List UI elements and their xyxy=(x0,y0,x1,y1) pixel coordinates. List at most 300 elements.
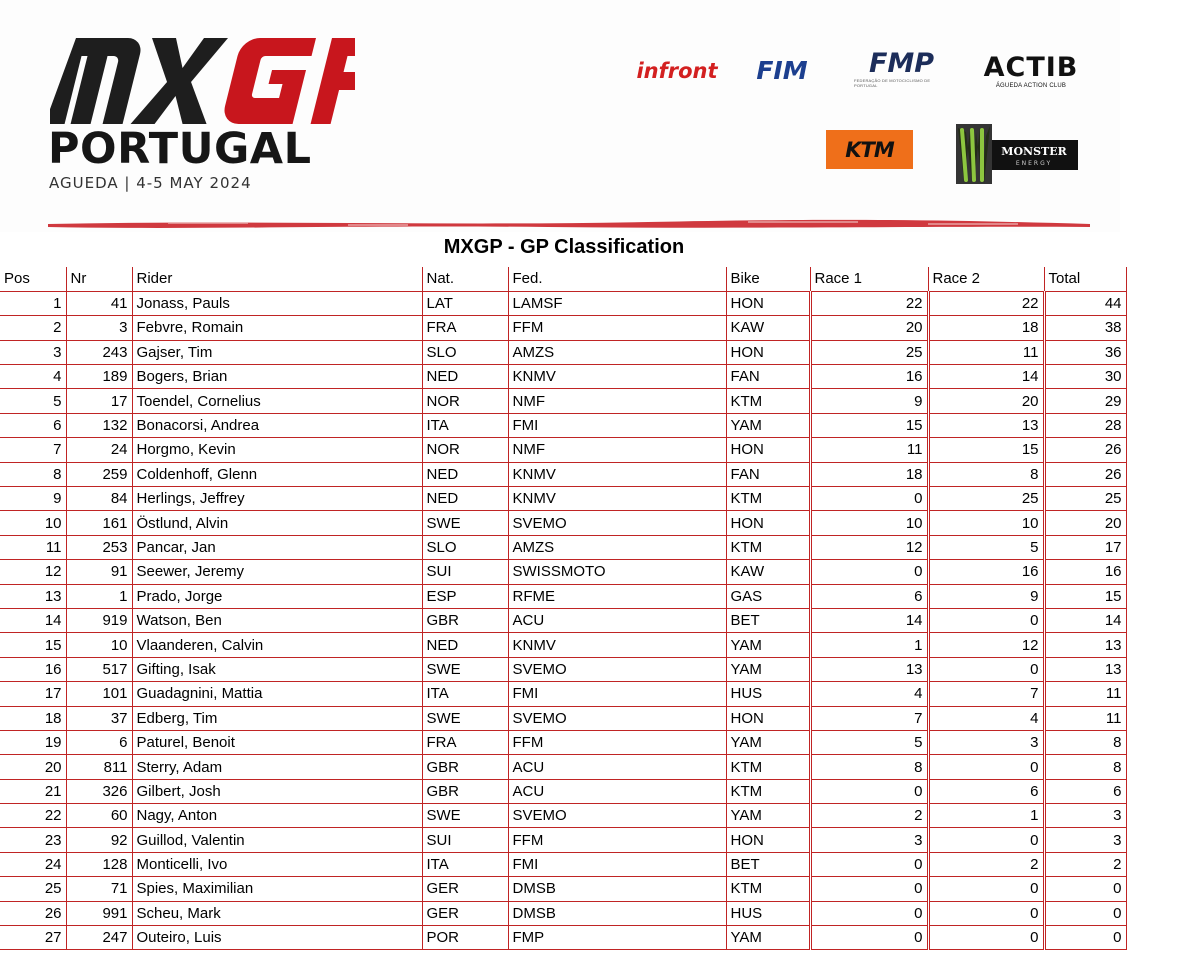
cell-pos: 17 xyxy=(44,685,62,703)
cell-bike: KTM xyxy=(726,535,810,559)
cell-race1-points: 15 xyxy=(810,413,928,437)
cell-bike: FAN xyxy=(726,365,810,389)
cell-nat: NED xyxy=(422,365,508,389)
table-row xyxy=(0,487,1126,511)
cell-fed: KNMV xyxy=(508,487,726,511)
cell-pos: 19 xyxy=(44,734,62,752)
table-row xyxy=(0,779,1126,803)
actib-wordmark: ACTIB xyxy=(983,52,1079,83)
cell-pos: 6 xyxy=(53,417,62,435)
table-header-row xyxy=(0,267,1126,291)
cell-total-points: 25 xyxy=(1044,487,1126,511)
cell-bike: YAM xyxy=(726,657,810,681)
mxgp-logo xyxy=(50,30,355,135)
cell-race1-points: 7 xyxy=(810,706,928,730)
cell-fed: KNMV xyxy=(508,462,726,486)
cell-bike: KTM xyxy=(726,487,810,511)
cell-nat: ITA xyxy=(422,852,508,876)
cell-nr: 24 xyxy=(66,438,132,462)
cell-rider: Guadagnini, Mattia xyxy=(132,682,422,706)
cell-race2-points: 25 xyxy=(928,487,1044,511)
cell-nr: 259 xyxy=(66,462,132,486)
cell-race1-points: 20 xyxy=(810,316,928,340)
column-header-bike: Bike xyxy=(726,267,810,291)
cell-race1-points: 2 xyxy=(810,804,928,828)
cell-race2-points: 7 xyxy=(928,682,1044,706)
cell-bike: YAM xyxy=(726,413,810,437)
cell-nr: 128 xyxy=(66,852,132,876)
cell-race2-points: 8 xyxy=(928,462,1044,486)
cell-nr: 101 xyxy=(66,682,132,706)
cell-fed: AMZS xyxy=(508,535,726,559)
cell-pos: 8 xyxy=(53,465,62,483)
column-header-fed: Fed. xyxy=(508,267,726,291)
cell-nat: GER xyxy=(422,877,508,901)
cell-pos: 22 xyxy=(44,807,62,825)
table-row xyxy=(0,755,1126,779)
cell-rider: Watson, Ben xyxy=(132,608,422,632)
cell-pos: 25 xyxy=(44,880,62,898)
cell-nat: NED xyxy=(422,487,508,511)
table-row xyxy=(0,608,1126,632)
cell-race1-points: 3 xyxy=(810,828,928,852)
cell-nat: SUI xyxy=(422,560,508,584)
cell-rider: Seewer, Jeremy xyxy=(132,560,422,584)
cell-rider: Scheu, Mark xyxy=(132,901,422,925)
cell-fed: SWISSMOTO xyxy=(508,560,726,584)
cell-total-points: 38 xyxy=(1044,316,1126,340)
cell-total-points: 11 xyxy=(1044,682,1126,706)
cell-pos: 16 xyxy=(44,660,62,678)
cell-race2-points: 9 xyxy=(928,584,1044,608)
cell-nat: ITA xyxy=(422,413,508,437)
cell-rider: Jonass, Pauls xyxy=(132,291,422,315)
cell-total-points: 2 xyxy=(1044,852,1126,876)
cell-rider: Vlaanderen, Calvin xyxy=(132,633,422,657)
cell-race2-points: 18 xyxy=(928,316,1044,340)
cell-nat: SWE xyxy=(422,657,508,681)
cell-fed: DMSB xyxy=(508,877,726,901)
cell-fed: NMF xyxy=(508,389,726,413)
cell-bike: HON xyxy=(726,340,810,364)
cell-race1-points: 5 xyxy=(810,730,928,754)
cell-fed: FMI xyxy=(508,852,726,876)
event-title: PORTUGAL xyxy=(48,124,312,174)
cell-nat: GBR xyxy=(422,755,508,779)
cell-bike: KAW xyxy=(726,560,810,584)
cell-nat: SUI xyxy=(422,828,508,852)
sponsor-fim-logo: FIM xyxy=(756,55,808,85)
cell-bike: BET xyxy=(726,608,810,632)
column-header-rider: Rider xyxy=(132,267,422,291)
table-row xyxy=(0,828,1126,852)
cell-nr: 10 xyxy=(66,633,132,657)
cell-nat: LAT xyxy=(422,291,508,315)
cell-race1-points: 0 xyxy=(810,560,928,584)
cell-total-points: 44 xyxy=(1044,291,1126,315)
cell-total-points: 20 xyxy=(1044,511,1126,535)
cell-race2-points: 3 xyxy=(928,730,1044,754)
cell-nr: 91 xyxy=(66,560,132,584)
cell-nr: 1 xyxy=(66,584,132,608)
cell-nr: 37 xyxy=(66,706,132,730)
classification-title: MXGP - GP Classification xyxy=(443,236,685,258)
cell-race1-points: 13 xyxy=(810,657,928,681)
cell-fed: RFME xyxy=(508,584,726,608)
cell-nat: SWE xyxy=(422,511,508,535)
cell-race2-points: 4 xyxy=(928,706,1044,730)
cell-pos: 21 xyxy=(44,782,62,800)
cell-race2-points: 11 xyxy=(928,340,1044,364)
cell-bike: HUS xyxy=(726,901,810,925)
cell-nat: FRA xyxy=(422,316,508,340)
cell-total-points: 13 xyxy=(1044,657,1126,681)
cell-race1-points: 0 xyxy=(810,926,928,950)
cell-total-points: 6 xyxy=(1044,779,1126,803)
cell-race2-points: 5 xyxy=(928,535,1044,559)
cell-total-points: 30 xyxy=(1044,365,1126,389)
cell-total-points: 28 xyxy=(1044,413,1126,437)
cell-bike: KTM xyxy=(726,755,810,779)
cell-fed: LAMSF xyxy=(508,291,726,315)
cell-total-points: 17 xyxy=(1044,535,1126,559)
cell-bike: YAM xyxy=(726,633,810,657)
cell-bike: GAS xyxy=(726,584,810,608)
cell-rider: Nagy, Anton xyxy=(132,804,422,828)
cell-race2-points: 16 xyxy=(928,560,1044,584)
table-row xyxy=(0,413,1126,437)
cell-total-points: 26 xyxy=(1044,462,1126,486)
cell-race1-points: 25 xyxy=(810,340,928,364)
cell-nr: 919 xyxy=(66,608,132,632)
cell-nr: 247 xyxy=(66,926,132,950)
cell-rider: Östlund, Alvin xyxy=(132,511,422,535)
cell-race2-points: 2 xyxy=(928,852,1044,876)
cell-pos: 11 xyxy=(45,538,62,556)
cell-race1-points: 4 xyxy=(810,682,928,706)
table-row xyxy=(0,560,1126,584)
cell-rider: Gilbert, Josh xyxy=(132,779,422,803)
cell-nr: 60 xyxy=(66,804,132,828)
cell-nat: SLO xyxy=(422,340,508,364)
cell-bike: HON xyxy=(726,511,810,535)
cell-nat: GBR xyxy=(422,779,508,803)
cell-rider: Sterry, Adam xyxy=(132,755,422,779)
cell-nat: GBR xyxy=(422,608,508,632)
cell-nr: 6 xyxy=(66,730,132,754)
cell-race1-points: 14 xyxy=(810,608,928,632)
cell-fed: KNMV xyxy=(508,365,726,389)
cell-nr: 517 xyxy=(66,657,132,681)
cell-pos: 18 xyxy=(44,709,62,727)
cell-nat: ITA xyxy=(422,682,508,706)
cell-pos: 1 xyxy=(53,295,62,313)
cell-bike: HUS xyxy=(726,682,810,706)
cell-fed: FMP xyxy=(508,926,726,950)
table-row xyxy=(0,291,1126,315)
cell-nr: 41 xyxy=(66,291,132,315)
cell-race1-points: 22 xyxy=(810,291,928,315)
cell-fed: AMZS xyxy=(508,340,726,364)
cell-nr: 243 xyxy=(66,340,132,364)
header-banner xyxy=(0,0,1120,232)
cell-pos: 20 xyxy=(44,758,62,776)
cell-fed: FFM xyxy=(508,730,726,754)
cell-race1-points: 0 xyxy=(810,779,928,803)
cell-fed: DMSB xyxy=(508,901,726,925)
cell-total-points: 3 xyxy=(1044,828,1126,852)
cell-race1-points: 6 xyxy=(810,584,928,608)
cell-total-points: 11 xyxy=(1044,706,1126,730)
cell-nat: SWE xyxy=(422,804,508,828)
cell-nr: 991 xyxy=(66,901,132,925)
cell-rider: Edberg, Tim xyxy=(132,706,422,730)
sponsor-fmp-logo xyxy=(854,48,949,90)
cell-nat: ESP xyxy=(422,584,508,608)
cell-nr: 71 xyxy=(66,877,132,901)
cell-race2-points: 1 xyxy=(928,804,1044,828)
cell-bike: BET xyxy=(726,852,810,876)
fmp-wordmark: FMP xyxy=(868,48,935,79)
cell-race1-points: 0 xyxy=(810,852,928,876)
classification-table xyxy=(0,267,1127,950)
cell-race1-points: 0 xyxy=(810,901,928,925)
cell-nr: 161 xyxy=(66,511,132,535)
event-subtitle: AGUEDA | 4-5 MAY 2024 xyxy=(49,174,252,192)
cell-rider: Coldenhoff, Glenn xyxy=(132,462,422,486)
table-row xyxy=(0,633,1126,657)
cell-nat: NOR xyxy=(422,389,508,413)
cell-pos: 9 xyxy=(53,490,62,508)
cell-pos: 15 xyxy=(44,636,62,654)
column-header-race2: Race 2 xyxy=(928,267,1044,291)
table-row xyxy=(0,804,1126,828)
cell-nr: 3 xyxy=(66,316,132,340)
cell-rider: Toendel, Cornelius xyxy=(132,389,422,413)
table-row xyxy=(0,730,1126,754)
cell-race1-points: 9 xyxy=(810,389,928,413)
cell-nr: 811 xyxy=(66,755,132,779)
table-row xyxy=(0,926,1126,950)
cell-nat: NED xyxy=(422,462,508,486)
sponsor-infront-logo: infront xyxy=(636,59,718,83)
cell-race2-points: 0 xyxy=(928,926,1044,950)
cell-nat: NED xyxy=(422,633,508,657)
cell-total-points: 15 xyxy=(1044,584,1126,608)
table-row xyxy=(0,706,1126,730)
cell-fed: ACU xyxy=(508,779,726,803)
table-row xyxy=(0,852,1126,876)
cell-pos: 12 xyxy=(44,563,62,581)
cell-rider: Horgmo, Kevin xyxy=(132,438,422,462)
fmp-subline: FEDERAÇÃO DE MOTOCICLISMO DE PORTUGAL xyxy=(854,78,931,88)
cell-bike: HON xyxy=(726,291,810,315)
cell-fed: FFM xyxy=(508,316,726,340)
table-row xyxy=(0,438,1126,462)
cell-race2-points: 0 xyxy=(928,828,1044,852)
cell-pos: 27 xyxy=(44,929,62,947)
table-row xyxy=(0,584,1126,608)
cell-fed: SVEMO xyxy=(508,657,726,681)
sponsor-ktm-logo: KTM xyxy=(826,130,913,169)
cell-race2-points: 0 xyxy=(928,901,1044,925)
sponsor-actib-logo xyxy=(982,48,1080,94)
cell-race2-points: 12 xyxy=(928,633,1044,657)
cell-race2-points: 20 xyxy=(928,389,1044,413)
cell-race1-points: 1 xyxy=(810,633,928,657)
cell-rider: Bonacorsi, Andrea xyxy=(132,413,422,437)
cell-pos: 5 xyxy=(53,392,62,410)
column-header-race1: Race 1 xyxy=(810,267,928,291)
cell-race2-points: 0 xyxy=(928,877,1044,901)
cell-race2-points: 13 xyxy=(928,413,1044,437)
actib-subline: ÁGUEDA ACTION CLUB xyxy=(995,83,1067,89)
cell-bike: KAW xyxy=(726,316,810,340)
cell-total-points: 29 xyxy=(1044,389,1126,413)
brush-stroke-divider xyxy=(48,214,1090,232)
cell-race2-points: 0 xyxy=(928,755,1044,779)
cell-total-points: 26 xyxy=(1044,438,1126,462)
cell-pos: 7 xyxy=(53,441,62,459)
cell-race1-points: 18 xyxy=(810,462,928,486)
cell-pos: 3 xyxy=(53,343,62,361)
cell-rider: Outeiro, Luis xyxy=(132,926,422,950)
cell-total-points: 0 xyxy=(1044,926,1126,950)
cell-race2-points: 6 xyxy=(928,779,1044,803)
cell-total-points: 36 xyxy=(1044,340,1126,364)
cell-race1-points: 0 xyxy=(810,877,928,901)
table-row xyxy=(0,511,1126,535)
cell-nat: SLO xyxy=(422,535,508,559)
cell-nat: NOR xyxy=(422,438,508,462)
cell-race1-points: 0 xyxy=(810,487,928,511)
cell-nr: 189 xyxy=(66,365,132,389)
cell-fed: SVEMO xyxy=(508,511,726,535)
cell-rider: Pancar, Jan xyxy=(132,535,422,559)
cell-pos: 10 xyxy=(44,514,62,532)
cell-race1-points: 8 xyxy=(810,755,928,779)
cell-nr: 84 xyxy=(66,487,132,511)
cell-pos: 14 xyxy=(44,612,62,630)
cell-nr: 326 xyxy=(66,779,132,803)
cell-nat: GER xyxy=(422,901,508,925)
cell-bike: HON xyxy=(726,828,810,852)
cell-rider: Guillod, Valentin xyxy=(132,828,422,852)
cell-pos: 2 xyxy=(53,319,62,337)
cell-fed: KNMV xyxy=(508,633,726,657)
cell-fed: FMI xyxy=(508,682,726,706)
table-row xyxy=(0,901,1126,925)
cell-pos: 13 xyxy=(44,587,62,605)
cell-rider: Herlings, Jeffrey xyxy=(132,487,422,511)
cell-nr: 253 xyxy=(66,535,132,559)
cell-bike: KTM xyxy=(726,877,810,901)
monster-subline: ENERGY xyxy=(1015,160,1053,167)
cell-nat: POR xyxy=(422,926,508,950)
cell-fed: SVEMO xyxy=(508,804,726,828)
cell-bike: YAM xyxy=(726,926,810,950)
cell-bike: YAM xyxy=(726,730,810,754)
cell-race1-points: 12 xyxy=(810,535,928,559)
cell-total-points: 3 xyxy=(1044,804,1126,828)
table-row xyxy=(0,365,1126,389)
table-row xyxy=(0,877,1126,901)
cell-race1-points: 10 xyxy=(810,511,928,535)
cell-total-points: 13 xyxy=(1044,633,1126,657)
cell-nat: FRA xyxy=(422,730,508,754)
cell-race1-points: 11 xyxy=(810,438,928,462)
cell-race2-points: 0 xyxy=(928,608,1044,632)
column-header-nr: Nr xyxy=(66,267,132,291)
cell-race2-points: 0 xyxy=(928,657,1044,681)
cell-fed: NMF xyxy=(508,438,726,462)
cell-total-points: 14 xyxy=(1044,608,1126,632)
column-header-pos: Pos xyxy=(4,270,30,288)
cell-bike: YAM xyxy=(726,804,810,828)
cell-rider: Spies, Maximilian xyxy=(132,877,422,901)
cell-rider: Paturel, Benoit xyxy=(132,730,422,754)
cell-race2-points: 15 xyxy=(928,438,1044,462)
cell-race2-points: 10 xyxy=(928,511,1044,535)
cell-race1-points: 16 xyxy=(810,365,928,389)
table-row xyxy=(0,389,1126,413)
cell-total-points: 8 xyxy=(1044,755,1126,779)
cell-total-points: 0 xyxy=(1044,901,1126,925)
cell-race2-points: 14 xyxy=(928,365,1044,389)
table-row xyxy=(0,340,1126,364)
cell-fed: ACU xyxy=(508,755,726,779)
sponsor-monster-logo xyxy=(952,122,1080,186)
cell-nr: 17 xyxy=(66,389,132,413)
cell-fed: SVEMO xyxy=(508,706,726,730)
cell-nat: SWE xyxy=(422,706,508,730)
cell-bike: KTM xyxy=(726,779,810,803)
monster-wordmark: MONSTER xyxy=(1001,145,1067,158)
results-body xyxy=(0,291,1126,950)
cell-bike: HON xyxy=(726,706,810,730)
cell-bike: KTM xyxy=(726,389,810,413)
column-header-nat: Nat. xyxy=(422,267,508,291)
column-header-total: Total xyxy=(1044,267,1126,291)
cell-rider: Febvre, Romain xyxy=(132,316,422,340)
table-row xyxy=(0,682,1126,706)
cell-pos: 23 xyxy=(44,831,62,849)
cell-rider: Prado, Jorge xyxy=(132,584,422,608)
cell-bike: FAN xyxy=(726,462,810,486)
table-row xyxy=(0,535,1126,559)
cell-nr: 132 xyxy=(66,413,132,437)
cell-pos: 26 xyxy=(44,904,62,922)
cell-pos: 24 xyxy=(44,856,62,874)
cell-rider: Gajser, Tim xyxy=(132,340,422,364)
cell-total-points: 8 xyxy=(1044,730,1126,754)
table-row xyxy=(0,657,1126,681)
cell-pos: 4 xyxy=(53,368,62,386)
cell-total-points: 0 xyxy=(1044,877,1126,901)
cell-bike: HON xyxy=(726,438,810,462)
cell-total-points: 16 xyxy=(1044,560,1126,584)
cell-race2-points: 22 xyxy=(928,291,1044,315)
table-row xyxy=(0,462,1126,486)
cell-fed: FFM xyxy=(508,828,726,852)
cell-rider: Monticelli, Ivo xyxy=(132,852,422,876)
cell-nr: 92 xyxy=(66,828,132,852)
cell-fed: FMI xyxy=(508,413,726,437)
cell-rider: Gifting, Isak xyxy=(132,657,422,681)
cell-rider: Bogers, Brian xyxy=(132,365,422,389)
table-row xyxy=(0,316,1126,340)
cell-fed: ACU xyxy=(508,608,726,632)
